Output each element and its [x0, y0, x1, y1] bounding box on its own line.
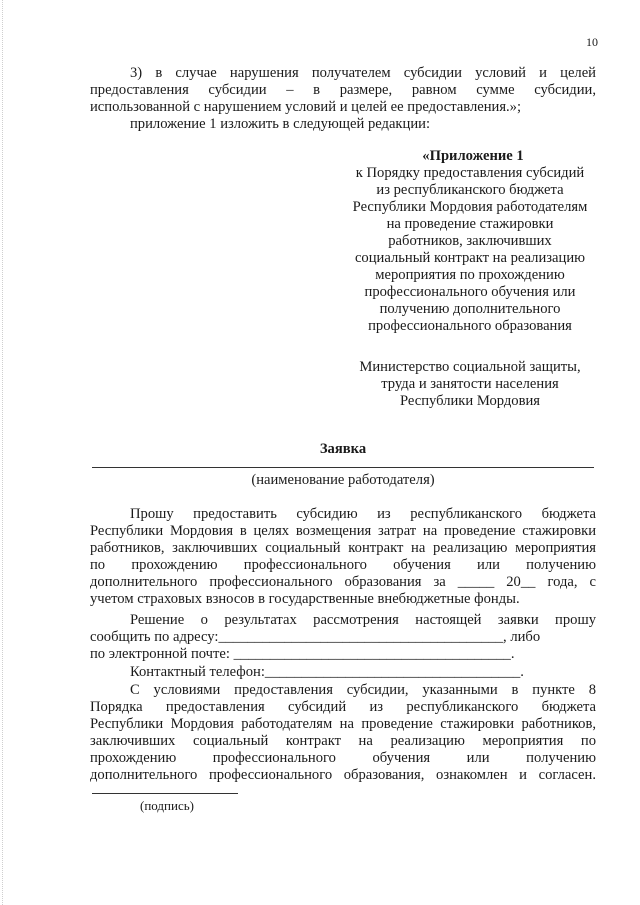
decision-paragraph: [90, 612, 596, 663]
form-title: Заявка: [319, 441, 367, 457]
appendix-line: Республики Мордовия работодателям: [352, 199, 588, 215]
signature-line: [92, 793, 238, 794]
appendix-line: профессионального образования: [368, 318, 572, 334]
intro-line: использованной с нарушением условий и целей ее предоставления.»;: [90, 99, 522, 115]
intro-line: приложение 1 изложить в следующей редакции:: [130, 116, 430, 132]
request-line: учетом страховых взносов в государственные внебюджетные фонды.: [90, 591, 520, 607]
request-line: дополнительного профессионального образования за _____ 20__ года, с: [90, 574, 596, 590]
email-field: по электронной почте: ______________________________________.: [90, 646, 515, 662]
addressee-block: [335, 359, 605, 410]
consent-line: дополнительного профессионального образования, ознакомлен и согласен.: [90, 767, 596, 783]
scan-edge: [2, 0, 4, 905]
request-line: Прошу предоставить субсидию из республиканского бюджета: [130, 506, 596, 522]
employer-name-line: [92, 467, 594, 468]
phone-field: Контактный телефон:___________________________________.: [130, 664, 524, 680]
form-title-wrap: [90, 441, 596, 458]
consent-line: прохождению профессионального обучения или получению: [90, 750, 596, 766]
page-number: 10: [586, 35, 598, 49]
consent-paragraph: [90, 682, 596, 784]
appendix-line: из республиканского бюджета: [376, 182, 564, 198]
request-line: Республики Мордовия в целях возмещения затрат на проведение стажировки: [90, 523, 596, 539]
consent-line: Республики Мордовия работодателям на проведение стажировки работников,: [90, 716, 596, 732]
request-line: работников, заключивших социальный контракт на реализацию мероприятия: [90, 540, 596, 556]
appendix-line: получению дополнительного: [379, 301, 561, 317]
intro-line: предоставления субсидии – в размере, равном сумме субсидии,: [90, 82, 596, 98]
addressee-line: труда и занятости населения: [381, 376, 559, 392]
signature-caption: (подпись): [140, 798, 194, 813]
consent-line: С условиями предоставления субсидии, указанными в пункте 8: [130, 682, 596, 698]
request-line: по прохождению профессионального обучения или получению: [90, 557, 596, 573]
consent-line: заключивших социальный контракт на реализацию мероприятия по: [90, 733, 596, 749]
consent-line: Порядка предоставления субсидий из республиканского бюджета: [90, 699, 596, 715]
appendix-line: к Порядку предоставления субсидий: [355, 165, 585, 181]
address-field: сообщить по адресу:_______________________________________, либо: [90, 629, 541, 645]
addressee-line: Министерство социальной защиты,: [359, 359, 581, 375]
appendix-line: социальный контракт на реализацию: [354, 250, 586, 266]
decision-line: Решение о результатах рассмотрения настоящей заявки прошу: [130, 612, 596, 628]
employer-caption: (наименование работодателя): [251, 472, 435, 488]
intro-paragraph: [90, 65, 596, 133]
appendix-line: мероприятия по прохождению: [375, 267, 565, 283]
appendix-line: профессионального обучения или: [364, 284, 576, 300]
appendix-title: «Приложение 1: [422, 148, 524, 164]
appendix-header: [335, 148, 605, 335]
appendix-line: на проведение стажировки: [386, 216, 554, 232]
request-paragraph: [90, 506, 596, 608]
appendix-line: работников, заключивших: [388, 233, 552, 249]
addressee-line: Республики Мордовия: [399, 393, 540, 409]
intro-line: 3) в случае нарушения получателем субсидии условий и целей: [130, 65, 596, 81]
